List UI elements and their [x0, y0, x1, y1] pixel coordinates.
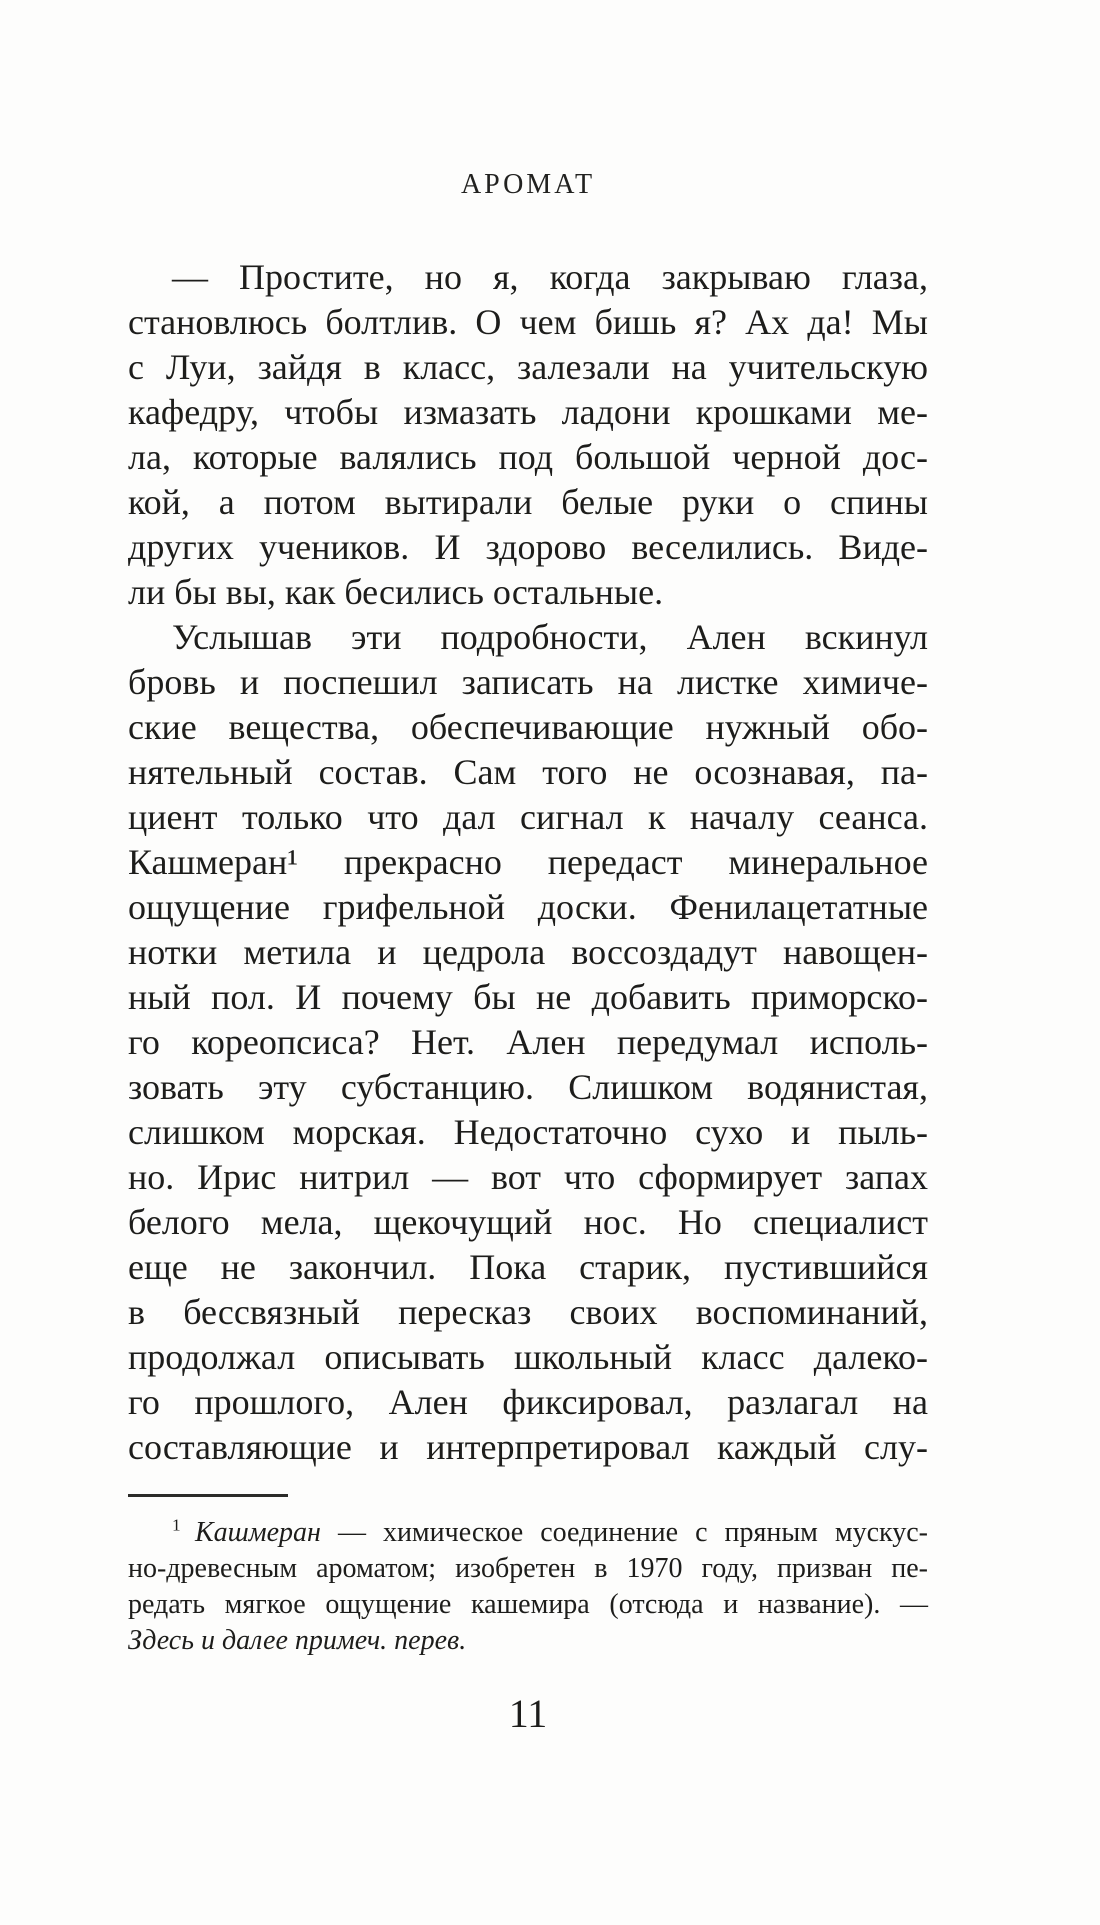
text-line: ла, которые валялись под большой черной дос- — [128, 437, 928, 477]
text-line: ный пол. И почему бы не добавить приморско- — [128, 977, 928, 1017]
text-line: Услышав эти подробности, Ален вскинул — [172, 617, 928, 657]
footnote-separator-rule — [128, 1494, 288, 1497]
footnote-text-segment: редать мягкое ощущение кашемира (отсюда и название). — — [128, 1589, 928, 1620]
text-line: становлюсь болтлив. О чем бишь я? Ах да! Мы — [128, 302, 928, 342]
text-line: ские вещества, обеспечивающие нужный обо- — [128, 707, 928, 747]
text-line: в бессвязный пересказ своих воспоминаний, — [128, 1292, 928, 1332]
text-line: нятельный состав. Сам того не осознавая, па- — [128, 752, 928, 792]
footnote-marker: 1 — [172, 1515, 196, 1535]
running-head-title: АРОМАТ — [460, 169, 596, 200]
text-line: го прошлого, Ален фиксировал, разлагал на — [128, 1382, 928, 1422]
text-line: других учеников. И здорово веселились. Виде- — [128, 527, 928, 567]
text-line: нотки метила и цедрола воссоздадут навощен- — [128, 932, 928, 972]
page-number: 11 — [508, 1691, 548, 1736]
text-line: ли бы вы, как бесились остальные. — [128, 572, 664, 612]
text-line: белого мела, щекочущий нос. Но специалист — [128, 1202, 928, 1242]
text-line: кой, а потом вытирали белые руки о спины — [128, 482, 928, 522]
paragraph — [128, 255, 928, 615]
footnote-line — [128, 1515, 928, 1551]
footnote-text-segment: Здесь и далее примеч. перев. — [128, 1625, 467, 1656]
footnote — [128, 1515, 928, 1659]
footnote-text-segment: — химическое соединение с пряным мускус- — [320, 1517, 928, 1548]
text-line: — Простите, но я, когда закрываю глаза, — [172, 257, 928, 297]
text-line: еще не закончил. Пока старик, пустившийся — [128, 1247, 928, 1287]
text-line: с Луи, зайдя в класс, залезали на учительскую — [128, 347, 928, 387]
footnote-line — [128, 1623, 928, 1659]
text-line: го кореопсиса? Нет. Ален передумал исполь- — [128, 1022, 928, 1062]
footnote-line — [128, 1587, 928, 1623]
text-line: составляющие и интерпретировал каждый слу- — [128, 1427, 928, 1467]
text-line: ощущение грифельной доски. Фенилацетатные — [128, 887, 928, 927]
footnote-line — [128, 1551, 928, 1587]
footnote-text-segment: Кашмеран — [195, 1517, 321, 1548]
text-line: бровь и поспешил записать на листке химиче- — [128, 662, 928, 702]
text-line: циент только что дал сигнал к началу сеанса. — [128, 797, 928, 837]
text-line: зовать эту субстанцию. Слишком водянистая, — [128, 1067, 928, 1107]
body-text — [128, 255, 928, 1470]
text-line: слишком морская. Недостаточно сухо и пыль- — [128, 1112, 928, 1152]
text-line: но. Ирис нитрил — вот что сформирует запах — [128, 1157, 928, 1197]
text-line: кафедру, чтобы измазать ладони крошками ме- — [128, 392, 928, 432]
text-line: продолжал описывать школьный класс далеко- — [128, 1337, 928, 1377]
text-line: Кашмеран¹ прекрасно передаст минеральное — [128, 842, 928, 882]
paragraph — [128, 615, 928, 1470]
footnote-text-segment: но-древесным ароматом; изобретен в 1970 году, призван пе- — [128, 1553, 928, 1584]
